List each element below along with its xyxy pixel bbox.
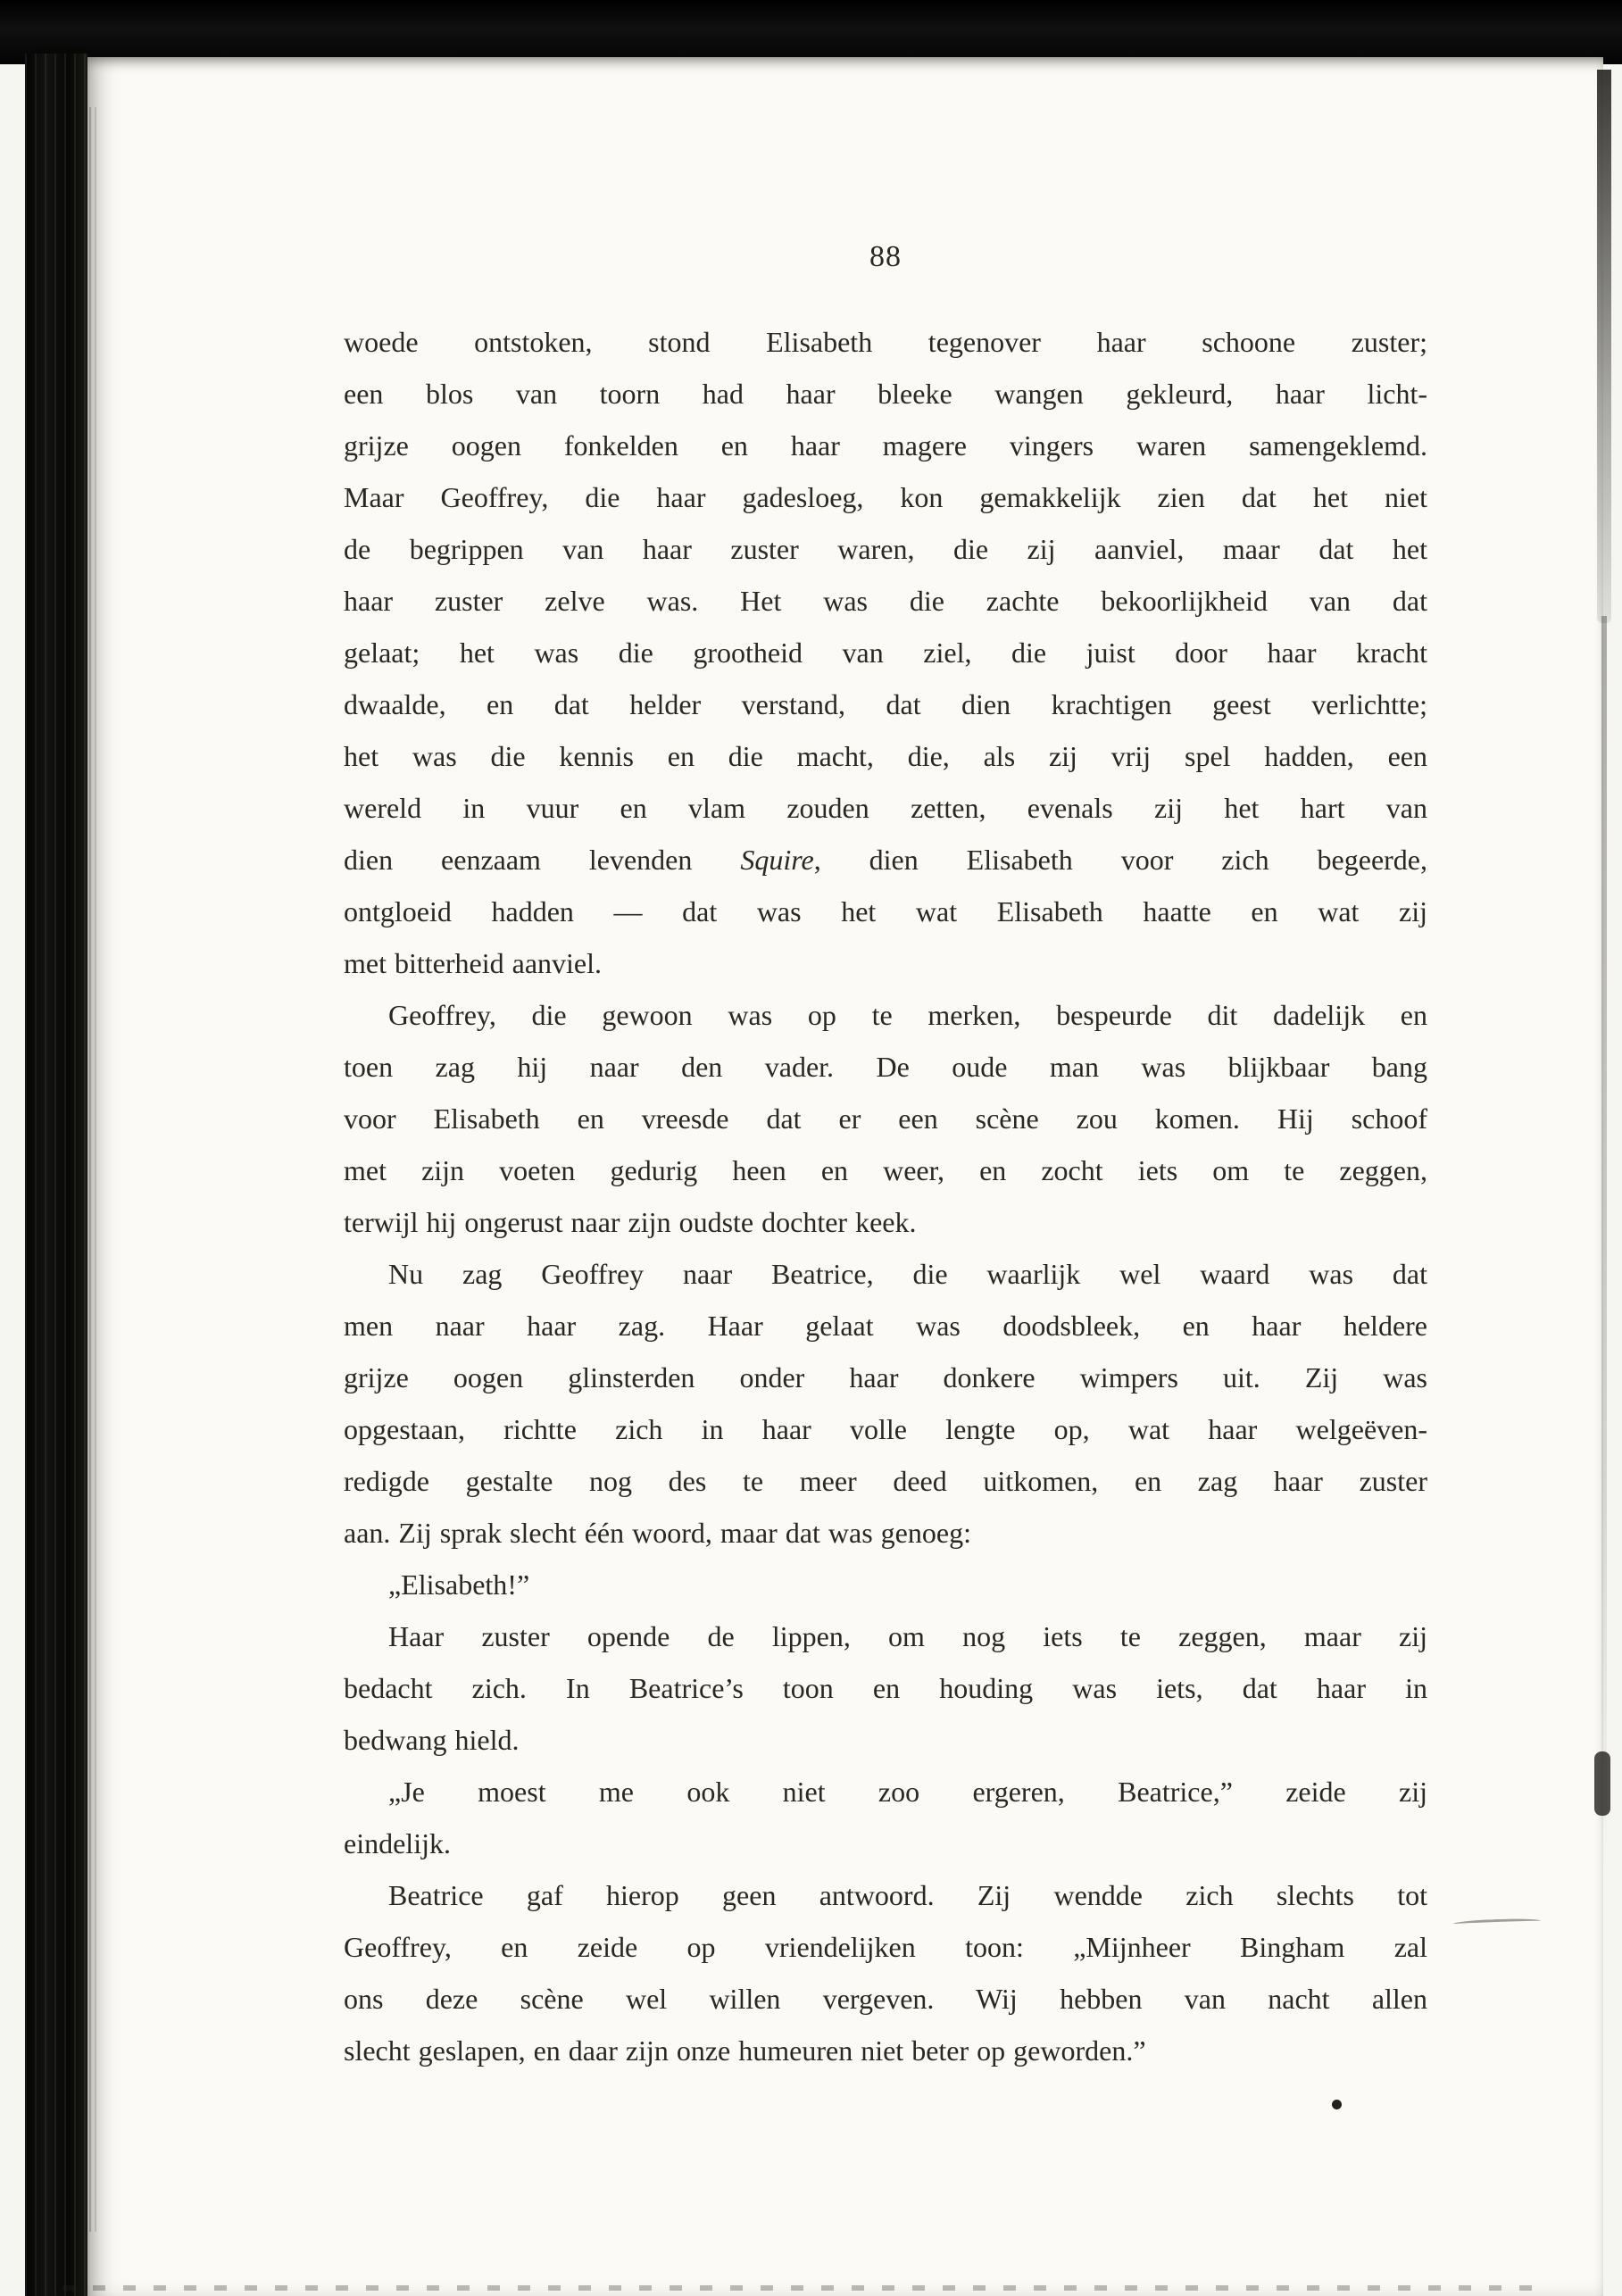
book-page [87, 57, 1603, 2296]
text-line: opgestaan, richtte zich in haar volle lengte op, wat haar welgeëven- [344, 1413, 1427, 1445]
text-segment: dien eenzaam levenden [344, 844, 741, 876]
text-line: toen zag hij naar den vader. De oude man was blijkbaar bang [344, 1051, 1427, 1083]
scan-top-bar [0, 0, 1622, 64]
text-line: terwijl hij ongerust naar zijn oudste dochter keek. [344, 1206, 917, 1238]
text-line: Beatrice gaf hierop geen antwoord. Zij wendde zich slechts tot [388, 1879, 1427, 1911]
page-number: 88 [869, 240, 902, 273]
scan-bottom-edge [62, 2285, 1544, 2291]
text-line: gelaat; het was die grootheid van ziel, die juist door haar kracht [344, 636, 1427, 669]
text-line: Maar Geoffrey, die haar gadesloeg, kon gemakkelijk zien dat het niet [344, 481, 1427, 513]
text-line [344, 834, 1427, 886]
text-line: een blos van toorn had haar bleeke wangen gekleurd, haar licht- [344, 378, 1427, 410]
text-line: haar zuster zelve was. Het was die zachte bekoorlijkheid van dat [344, 585, 1427, 617]
scan-right-edge-shadow [1597, 70, 1611, 623]
text-line: bedacht zich. In Beatrice’s toon en houding was iets, dat haar in [344, 1672, 1427, 1704]
text-line: bedwang hield. [344, 1724, 520, 1756]
text-line: wereld in vuur en vlam zouden zetten, evenals zij het hart van [344, 792, 1427, 824]
scan-right-edge-mark [1594, 1751, 1610, 1816]
text-line: Geoffrey, die gewoon was op te merken, bespeurde dit dadelijk en [388, 999, 1427, 1031]
text-line: dwaalde, en dat helder verstand, dat dien krachtigen geest verlichtte; [344, 688, 1427, 720]
text-line: met bitterheid aanviel. [344, 947, 602, 979]
text-line: grijze oogen glinsterden onder haar donkere wimpers uit. Zij was [344, 1361, 1427, 1393]
text-line: „Elisabeth!” [388, 1568, 530, 1601]
text-segment: , dien Elisabeth voor zich begeerde, [813, 844, 1428, 876]
page-stack-edge [95, 107, 96, 2232]
book-binding-edge [25, 54, 87, 2296]
text-line: met zijn voeten gedurig heen en weer, en zocht iets om te zeggen, [344, 1154, 1427, 1186]
text-line: ontgloeid hadden — dat was het wat Elisabeth haatte en wat zij [344, 895, 1427, 928]
text-line: grijze oogen fonkelden en haar magere vingers waren samengeklemd. [344, 429, 1427, 462]
page-stack-edge [89, 107, 91, 2232]
text-line: redigde gestalte nog des te meer deed uitkomen, en zag haar zuster [344, 1465, 1427, 1497]
text-line: Geoffrey, en zeide op vriendelijken toon: „Mijnheer Bingham zal [344, 1931, 1427, 1963]
text-line: Haar zuster opende de lippen, om nog iets te zeggen, maar zij [388, 1620, 1427, 1652]
text-line: „Je moest me ook niet zoo ergeren, Beatrice,” zeide zij [388, 1776, 1427, 1808]
scan-right-edge-line [1601, 616, 1607, 1866]
text-line: voor Elisabeth en vreesde dat er een scène zou komen. Hij schoof [344, 1102, 1427, 1135]
text-line: woede ontstoken, stond Elisabeth tegenover haar schoone zuster; [344, 326, 1427, 358]
text-line: het was die kennis en die macht, die, als zij vrij spel hadden, een [344, 740, 1427, 772]
text-line: Nu zag Geoffrey naar Beatrice, die waarlijk wel waard was dat [388, 1258, 1427, 1290]
text-line: ons deze scène wel willen vergeven. Wij hebben van nacht allen [344, 1983, 1427, 2015]
text-line: eindelijk. [344, 1827, 451, 1859]
ink-dot [1332, 2100, 1342, 2109]
text-line: de begrippen van haar zuster waren, die zij aanviel, maar dat het [344, 533, 1427, 565]
italic-word: Squire [740, 844, 814, 876]
text-line: aan. Zij sprak slecht één woord, maar dat was genoeg: [344, 1517, 971, 1549]
text-line: slecht geslapen, en daar zijn onze humeuren niet beter op geworden.” [344, 2034, 1146, 2067]
text-line: men naar haar zag. Haar gelaat was doodsbleek, en haar heldere [344, 1310, 1427, 1342]
page-text [344, 316, 1427, 2076]
